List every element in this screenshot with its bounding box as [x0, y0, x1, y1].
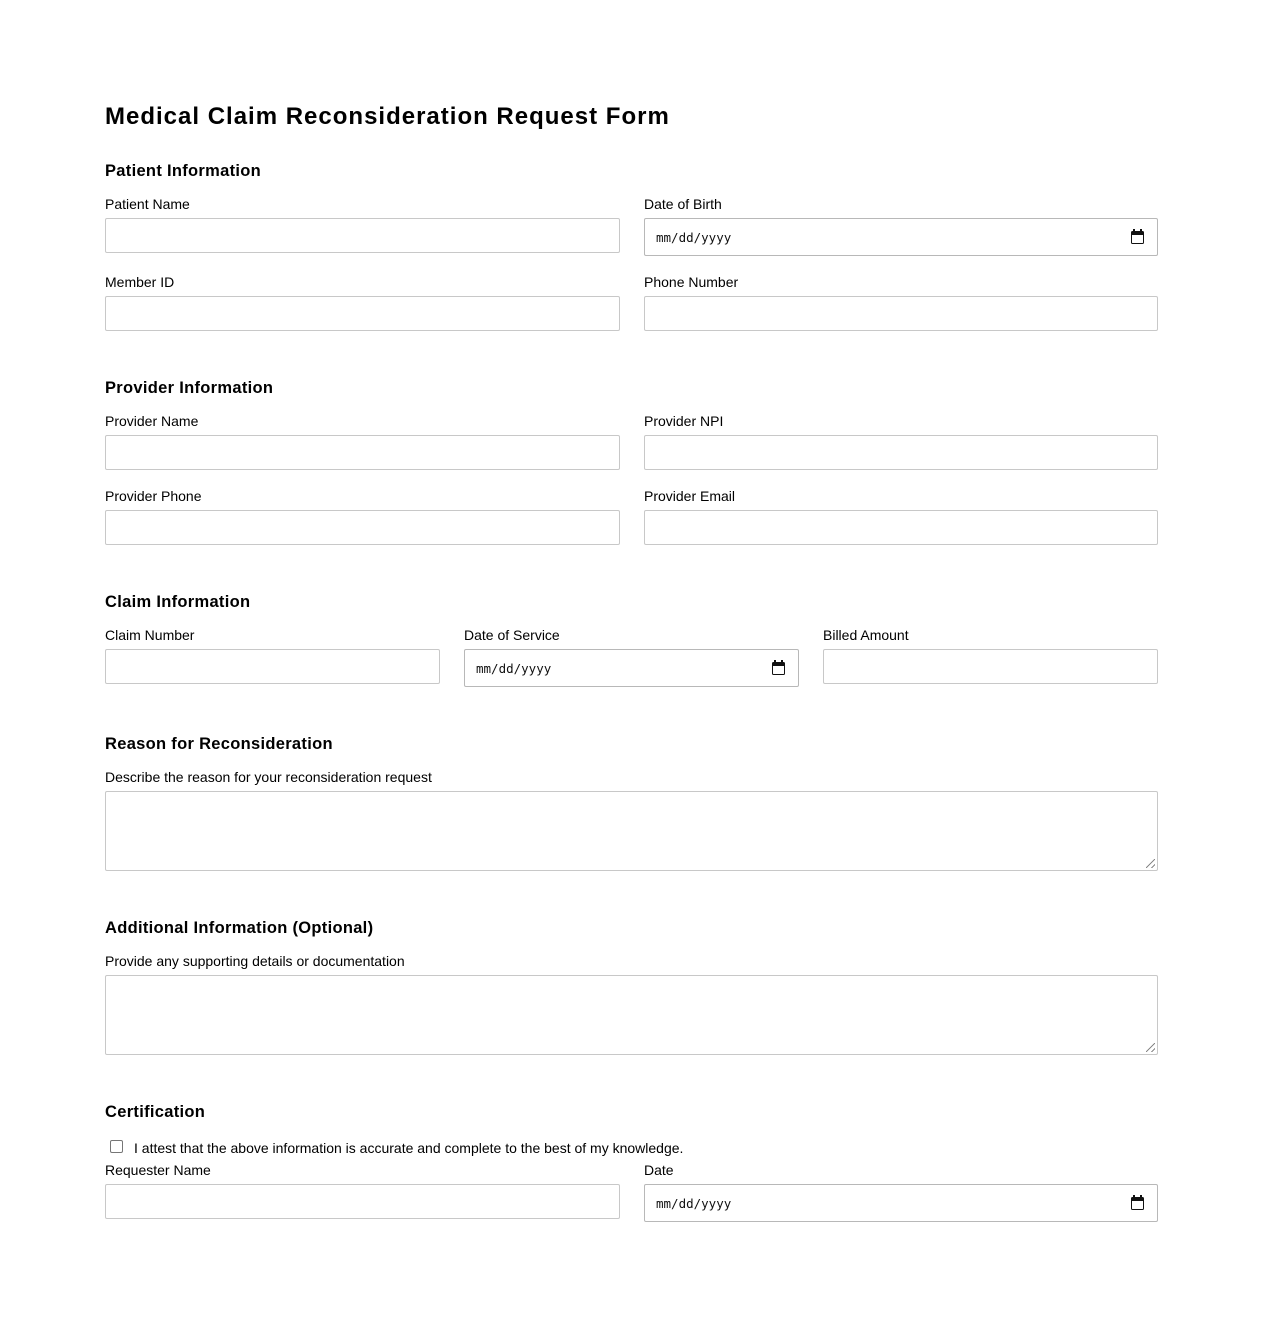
phone-input[interactable]	[644, 296, 1158, 331]
billed-amount-label: Billed Amount	[823, 627, 909, 643]
reason-label: Describe the reason for your reconsideration request	[105, 769, 432, 785]
provider-phone-input[interactable]	[105, 510, 620, 545]
additional-label: Provide any supporting details or documentation	[105, 953, 405, 969]
member-id-label: Member ID	[105, 274, 175, 290]
service-date-placeholder: mm/dd/yyyy	[476, 660, 552, 676]
provider-section-heading: Provider Information	[105, 379, 274, 397]
patient-name-label: Patient Name	[105, 196, 190, 212]
resize-grip-icon[interactable]	[1146, 1043, 1155, 1052]
reason-section-heading: Reason for Reconsideration	[105, 735, 333, 753]
claim-number-input[interactable]	[105, 649, 440, 684]
service-date-label: Date of Service	[464, 627, 560, 643]
provider-email-input[interactable]	[644, 510, 1158, 545]
requester-name-label: Requester Name	[105, 1162, 211, 1178]
claim-section-heading: Claim Information	[105, 593, 251, 611]
service-date-input[interactable]	[464, 649, 799, 687]
member-id-input[interactable]	[105, 296, 620, 331]
provider-email-label: Provider Email	[644, 488, 736, 504]
additional-textarea[interactable]	[105, 975, 1158, 1055]
resize-grip-icon[interactable]	[1146, 859, 1155, 868]
calendar-icon[interactable]	[1131, 1197, 1144, 1210]
attest-checkbox[interactable]	[110, 1140, 123, 1153]
provider-name-input[interactable]	[105, 435, 620, 470]
dob-label: Date of Birth	[644, 196, 722, 212]
phone-label: Phone Number	[644, 274, 739, 290]
patient-section-heading: Patient Information	[105, 162, 262, 180]
certification-section-heading: Certification	[105, 1103, 206, 1121]
dob-input[interactable]	[644, 218, 1158, 256]
additional-section-heading: Additional Information (Optional)	[105, 919, 374, 937]
certification-date-input[interactable]	[644, 1184, 1158, 1222]
requester-name-input[interactable]	[105, 1184, 620, 1219]
billed-amount-input[interactable]	[823, 649, 1158, 684]
attest-label[interactable]: I attest that the above information is accurate and complete to the best of my knowledge.	[134, 1140, 684, 1156]
calendar-icon[interactable]	[1131, 231, 1144, 244]
certification-date-label: Date	[644, 1162, 674, 1178]
provider-phone-label: Provider Phone	[105, 488, 202, 504]
claim-number-label: Claim Number	[105, 627, 195, 643]
reason-textarea[interactable]	[105, 791, 1158, 871]
provider-npi-input[interactable]	[644, 435, 1158, 470]
dob-placeholder: mm/dd/yyyy	[656, 229, 732, 245]
page-title: Medical Claim Reconsideration Request Form	[105, 103, 670, 130]
calendar-icon[interactable]	[772, 662, 785, 675]
patient-name-input[interactable]	[105, 218, 620, 253]
provider-npi-label: Provider NPI	[644, 413, 724, 429]
provider-name-label: Provider Name	[105, 413, 199, 429]
certification-date-placeholder: mm/dd/yyyy	[656, 1195, 732, 1211]
